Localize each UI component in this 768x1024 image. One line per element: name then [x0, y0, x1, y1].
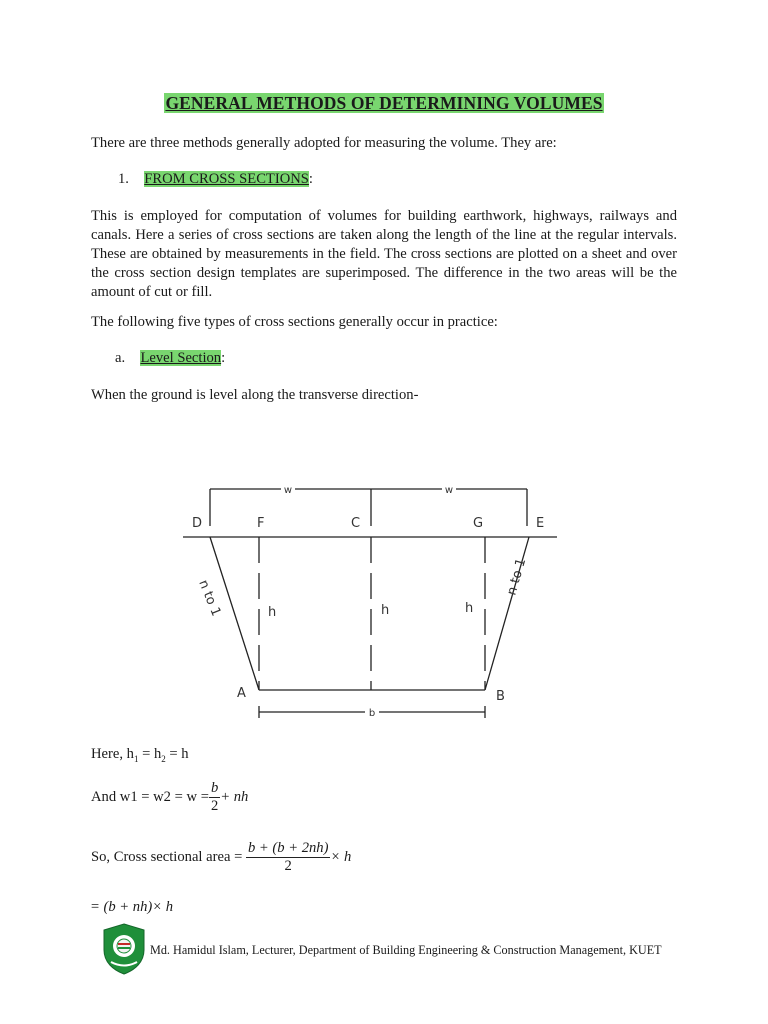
label-B: B: [496, 689, 505, 704]
label-D: D: [192, 516, 203, 531]
label-h-center: h: [381, 603, 390, 618]
section-suffix: :: [308, 171, 313, 187]
label-b: b: [368, 708, 376, 719]
subsection-label: Level Section: [140, 350, 222, 366]
subsection-letter: a.: [115, 350, 126, 366]
section-heading-cross-sections: [118, 170, 704, 189]
kuet-logo-icon: [101, 922, 147, 976]
subsection-suffix: :: [221, 350, 226, 366]
footer-text: Md. Hamidul Islam, Lecturer, Department of Building Engineering & Construction Management, KUET: [150, 943, 662, 957]
equation-area-simplified: = (b + nh)× h: [90, 899, 174, 915]
page-title-text: GENERAL METHODS OF DETERMINING VOLUMES: [165, 93, 603, 113]
label-h-right: h: [465, 601, 474, 616]
label-C: C: [351, 516, 361, 531]
section-label: FROM CROSS SECTIONS: [144, 171, 309, 187]
fraction-area: $\frac{b + (b + 2nh)}{2}$: [247, 840, 329, 874]
label-F: F: [257, 516, 265, 531]
label-A: A: [237, 686, 246, 701]
equation-area: So, Cross sectional area = $\frac{b + (b + 2nh)}{2}$ × h: [91, 840, 352, 874]
equation-heights: Here, $h_1 = h_2 = h$: [91, 746, 189, 764]
label-h-left: h: [268, 605, 277, 620]
label-w-left: w: [283, 485, 293, 496]
cross-section-paragraph: This is employed for computation of volumes for building earthwork, highways, railways and canals. Here a series of cross sections are taken along the length of the line at the regular intervals. These are obtained by measurements in the field. The cross sections are plotted on a sheet and over the cross section design templates are superimposed. The difference in the two areas will be the amount of cut or fill.: [91, 208, 677, 300]
subsection-heading-level-section: [115, 349, 701, 368]
label-G: G: [473, 516, 484, 531]
fraction-b-over-2: $\frac{b}{2}$: [210, 780, 219, 814]
label-slope-left: n to 1: [195, 577, 224, 619]
section-number: 1.: [118, 171, 129, 187]
label-E: E: [536, 516, 545, 531]
types-paragraph: The following five types of cross sections generally occur in practice:: [91, 314, 498, 330]
level-ground-paragraph: When the ground is level along the transverse direction-: [91, 387, 419, 403]
intro-paragraph: There are three methods generally adopted for measuring the volume. They are:: [91, 135, 557, 151]
page-title: [0, 93, 768, 114]
level-section-diagram: [175, 470, 575, 730]
label-slope-right: n to 1: [504, 556, 530, 598]
equation-widths: And w1 = w2 = w = $\frac{b}{2}$ + nh: [91, 780, 249, 814]
label-w-right: w: [444, 485, 454, 496]
